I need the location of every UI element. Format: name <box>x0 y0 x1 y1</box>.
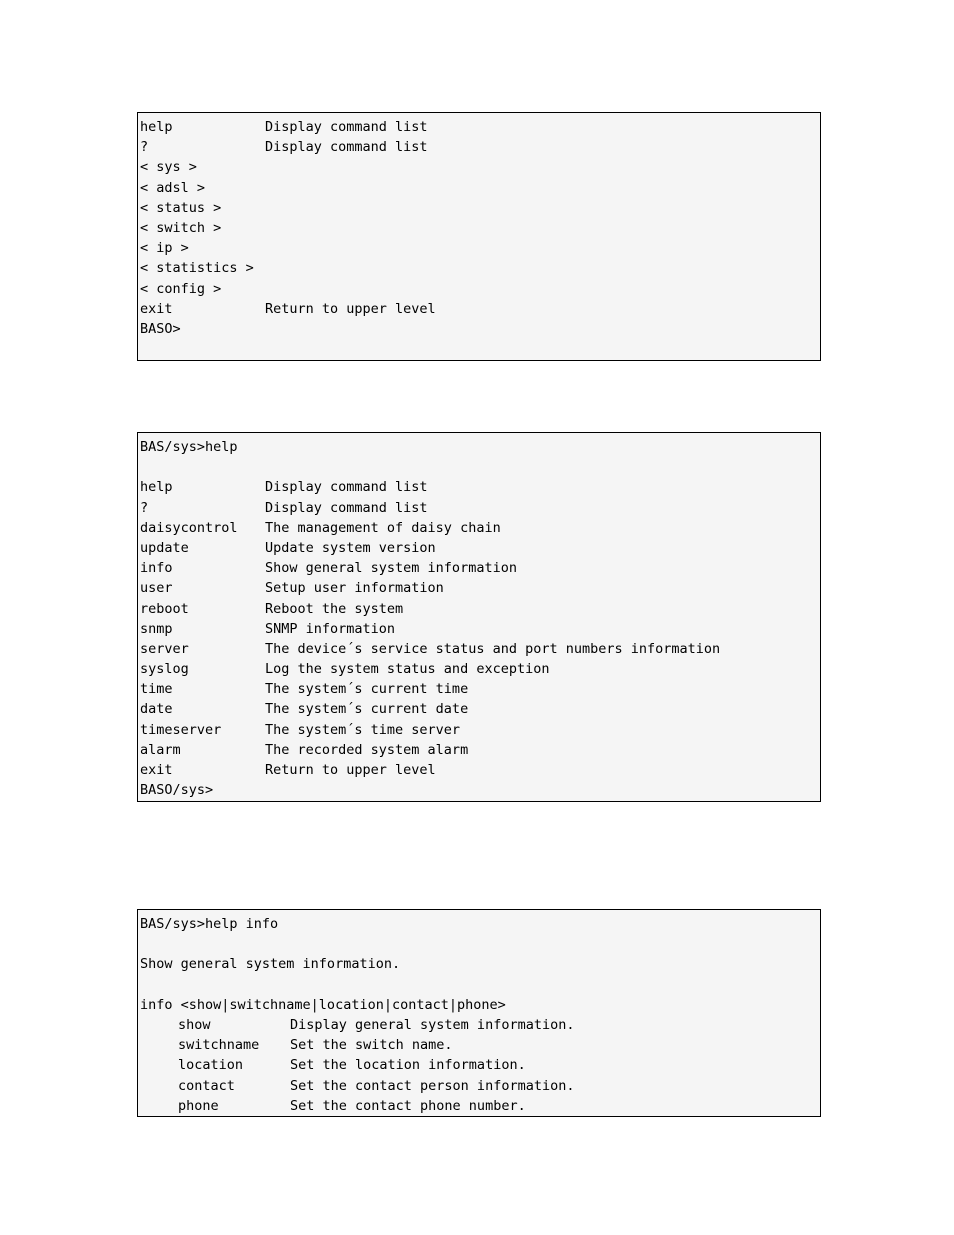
command-row <box>140 619 818 639</box>
command-name: daisycontrol <box>140 519 238 536</box>
command-description: The recorded system alarm <box>265 741 469 758</box>
command-description: Return to upper level <box>265 762 436 778</box>
blank-line <box>140 934 818 954</box>
command-row <box>140 198 818 218</box>
command-name: update <box>140 539 189 556</box>
command-name: syslog <box>140 661 189 678</box>
help-summary: Show general system information. <box>140 956 401 973</box>
terminal-prompt: BASO/sys> <box>140 782 214 799</box>
command-row <box>140 477 818 497</box>
command-description: Display command list <box>265 479 428 496</box>
command-name: user <box>140 580 173 597</box>
command-name: help <box>140 479 173 496</box>
command-name: ? <box>140 499 149 516</box>
option-row <box>140 1096 818 1116</box>
command-name: info <box>140 560 173 577</box>
command-row <box>140 518 818 538</box>
command-row <box>140 720 818 740</box>
command-description: The system´s time server <box>265 721 461 738</box>
command-row <box>140 299 818 319</box>
command-description: The system´s current time <box>265 681 469 698</box>
command-name: < config > <box>140 280 222 297</box>
command-row <box>140 218 818 238</box>
command-name: date <box>140 701 173 718</box>
command-name: alarm <box>140 741 181 758</box>
command-description: Reboot the system <box>265 600 404 617</box>
command-row <box>140 137 818 157</box>
terminal-command: BAS/sys>help info <box>140 916 279 932</box>
command-row <box>140 157 818 177</box>
command-name: exit <box>140 300 173 317</box>
command-description: Display command list <box>265 139 428 156</box>
command-name: help <box>140 119 173 135</box>
command-description: Display command list <box>265 499 428 516</box>
command-description: SNMP information <box>265 620 396 637</box>
command-description: Setup user information <box>265 580 444 597</box>
command-name: exit <box>140 762 173 778</box>
terminal-box-info-help <box>137 909 821 1117</box>
option-row <box>140 1015 818 1035</box>
command-description: The system´s current date <box>265 701 469 718</box>
command-description: Display command list <box>265 119 428 135</box>
command-name: < ip > <box>140 240 189 257</box>
command-row <box>140 699 818 719</box>
command-name: < statistics > <box>140 260 254 277</box>
command-row <box>140 639 818 659</box>
command-name: < sys > <box>140 159 197 176</box>
blank-line <box>140 457 818 477</box>
option-description: Set the contact person information. <box>290 1077 575 1094</box>
usage-line: info <show|switchname|location|contact|phone> <box>140 996 506 1013</box>
command-name: < adsl > <box>140 179 206 196</box>
option-row <box>140 1076 818 1096</box>
command-name: snmp <box>140 620 173 637</box>
command-row <box>140 760 818 780</box>
option-name: show <box>178 1016 211 1033</box>
terminal-box-sys-help <box>137 432 821 802</box>
command-row <box>140 538 818 558</box>
option-description: Set the switch name. <box>290 1037 453 1054</box>
command-name: timeserver <box>140 721 222 738</box>
command-row <box>140 740 818 760</box>
command-row <box>140 599 818 619</box>
option-name: phone <box>178 1097 219 1114</box>
command-name: time <box>140 681 173 698</box>
command-row <box>140 258 818 278</box>
terminal-command: BAS/sys>help <box>140 439 238 455</box>
option-description: Set the location information. <box>290 1057 526 1074</box>
command-row <box>140 558 818 578</box>
command-name: server <box>140 640 189 657</box>
command-row <box>140 178 818 198</box>
option-row <box>140 1055 818 1075</box>
option-description: Display general system information. <box>290 1016 575 1033</box>
terminal-prompt: BASO> <box>140 320 181 337</box>
command-row <box>140 498 818 518</box>
command-description: The management of daisy chain <box>265 519 501 536</box>
option-name: switchname <box>178 1037 260 1054</box>
command-name: ? <box>140 139 149 156</box>
command-row <box>140 279 818 299</box>
blank-line <box>140 975 818 995</box>
command-name: reboot <box>140 600 189 617</box>
command-description: Update system version <box>265 539 436 556</box>
command-name: < status > <box>140 199 222 216</box>
option-row <box>140 1035 818 1055</box>
option-name: location <box>178 1057 244 1074</box>
command-description: Log the system status and exception <box>265 661 550 678</box>
command-row <box>140 578 818 598</box>
option-description: Set the contact phone number. <box>290 1097 526 1114</box>
command-description: Show general system information <box>265 560 517 577</box>
command-description: Return to upper level <box>265 300 436 317</box>
command-description: The device´s service status and port numbers information <box>265 640 721 657</box>
terminal-box-main-help <box>137 112 821 361</box>
command-row <box>140 679 818 699</box>
command-row <box>140 659 818 679</box>
command-row <box>140 117 818 137</box>
command-row <box>140 238 818 258</box>
option-name: contact <box>178 1077 235 1094</box>
command-name: < switch > <box>140 219 222 236</box>
